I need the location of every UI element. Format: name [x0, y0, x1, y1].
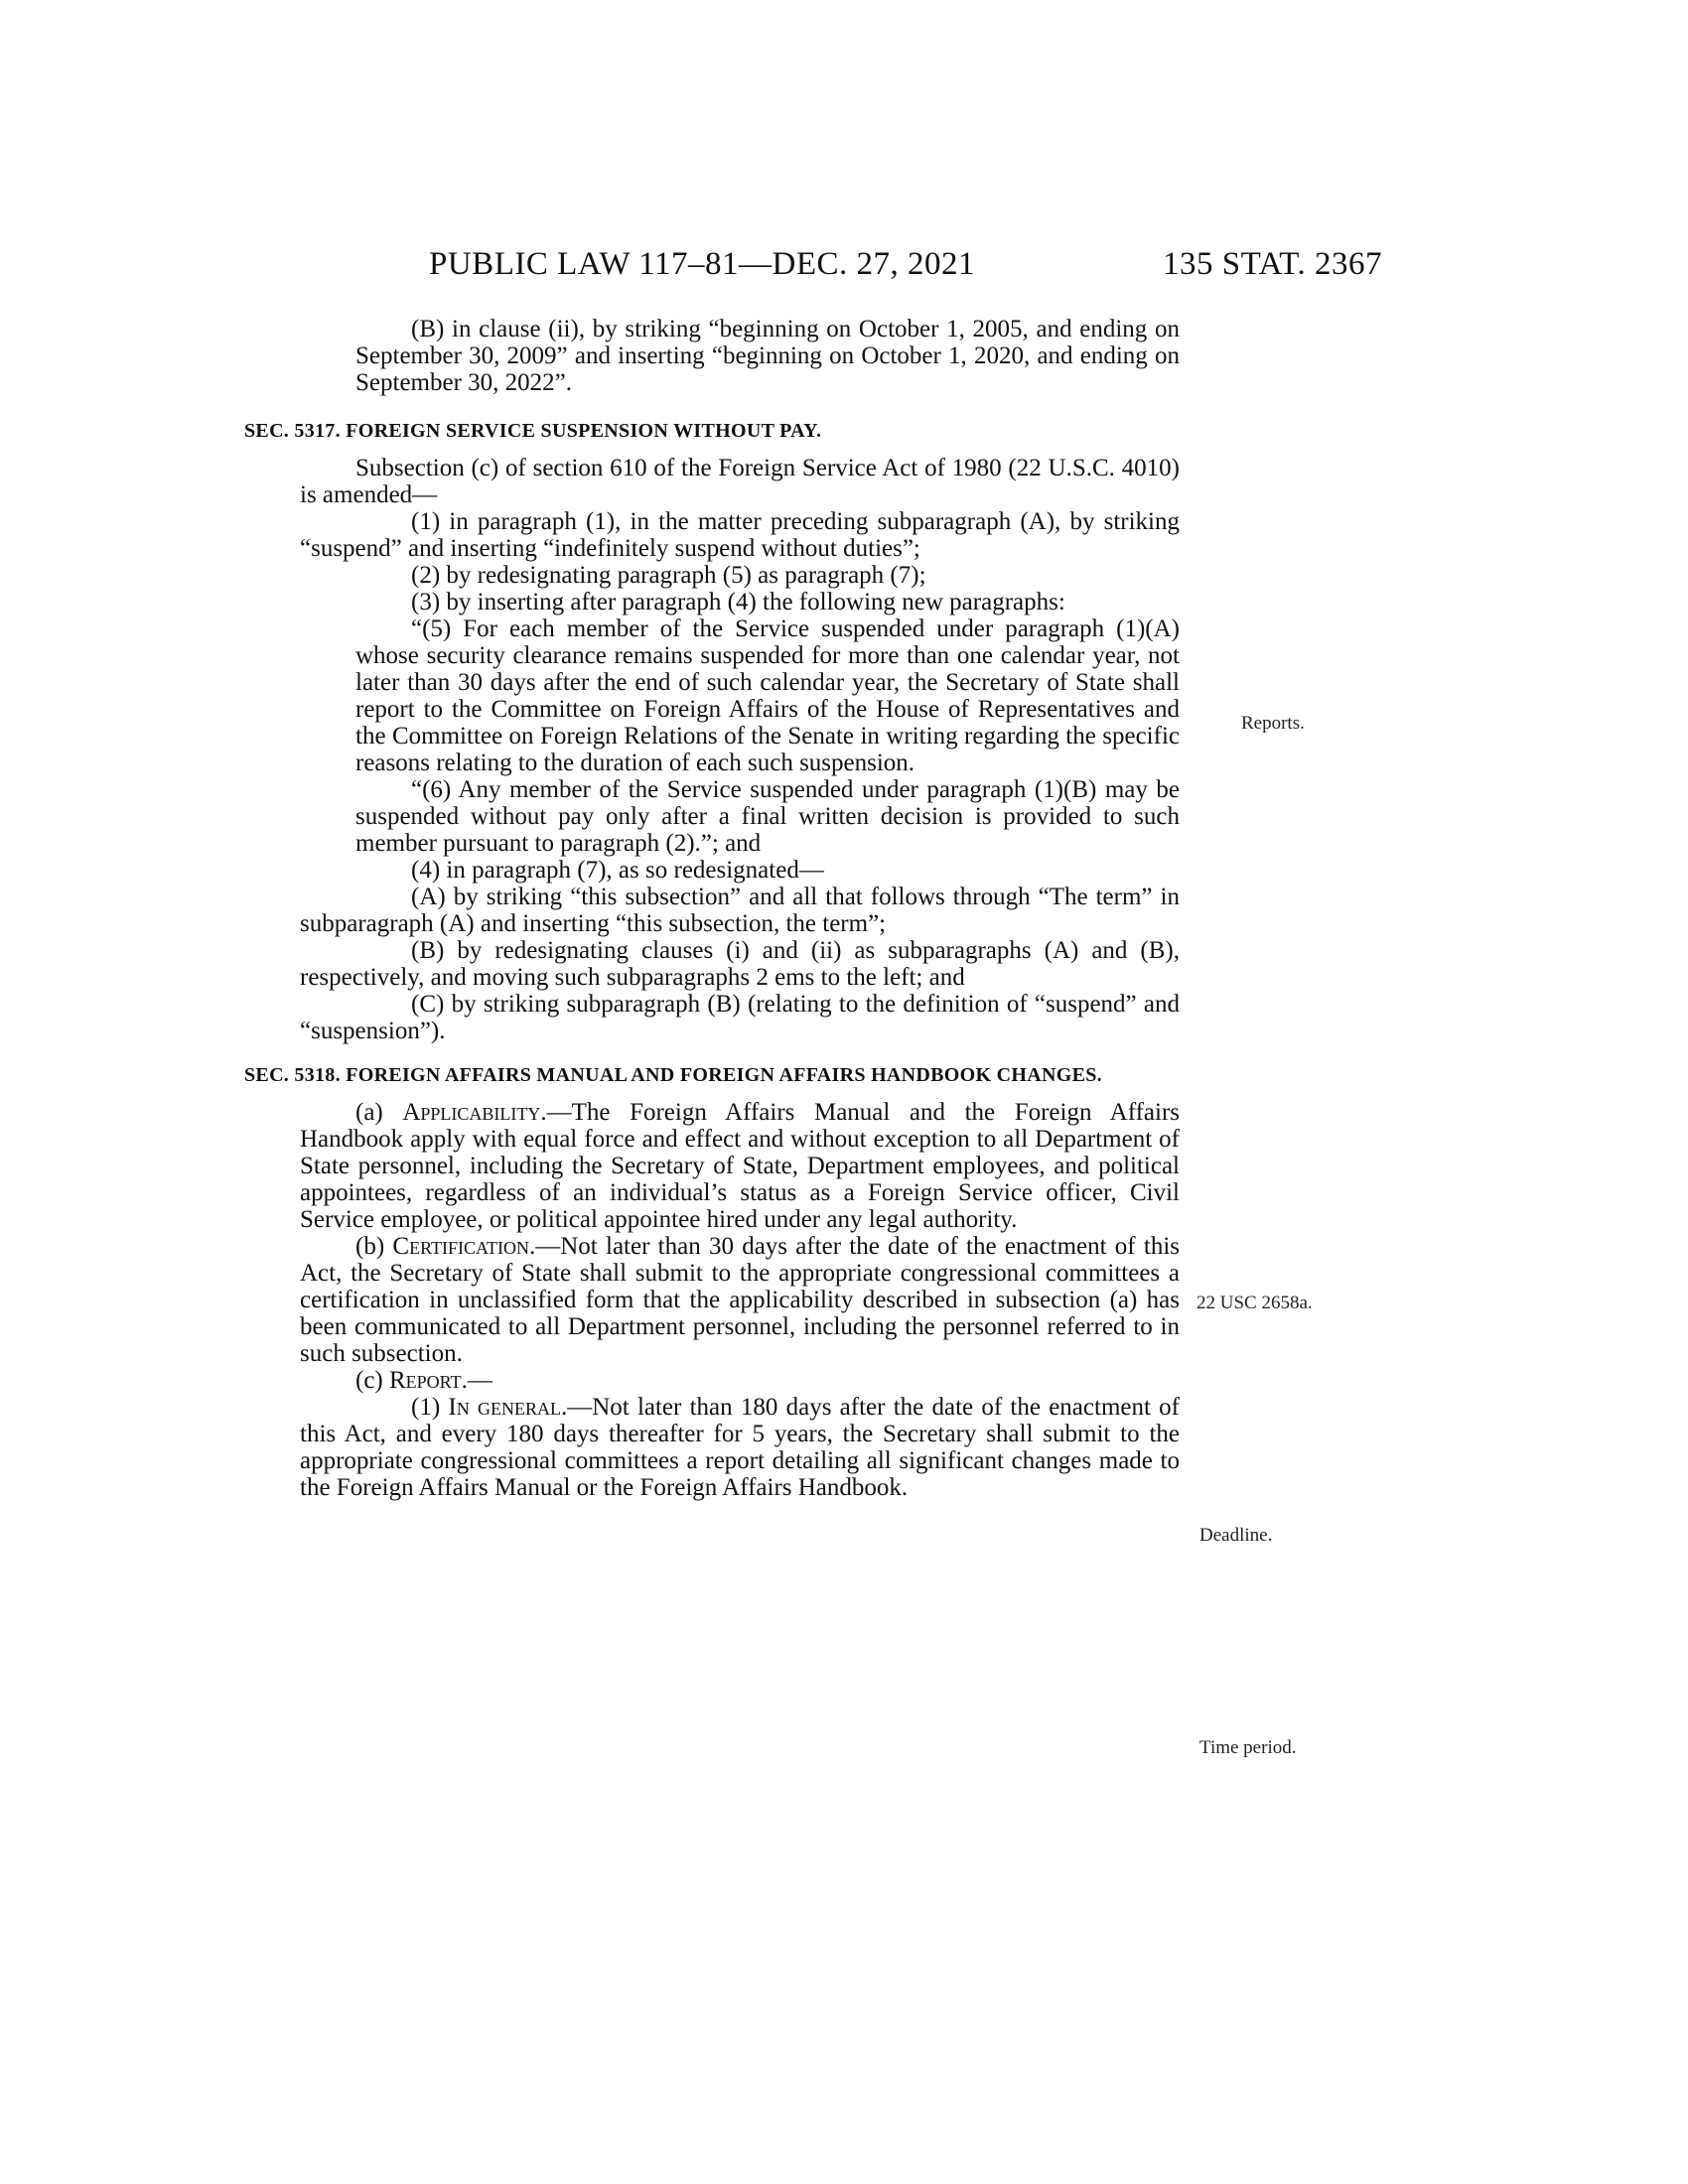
item-1-text: (1) in paragraph (1), in the matter preceding subparagraph (A), by striking “suspend” and inserting “indefinitely suspend without duties”; — [300, 508, 1180, 562]
subsection-c-caption: Report — [389, 1367, 462, 1394]
subsection-b-text: .—Not later than 30 days after the date of the enactment of this Act, the Secretary of State shall submit to the appropriate congressional committees a certification in unclassified form that the applicability described in subsection (a) has been communicated to all Department personnel, including the personnel referred to in such subsection. — [300, 1233, 1181, 1367]
item-4 — [300, 857, 1180, 884]
clause-b-text: (B) in clause (ii), by striking “beginning on October 1, 2005, and ending on September 30, 2009” and inserting “beginning on October 1, 2020, and ending on September 30, 2022”. — [355, 316, 1180, 396]
subsection-c-text: .— — [461, 1367, 492, 1394]
stat-page-number: 135 STAT. 2367 — [1162, 246, 1382, 282]
subsection-c-label: (c) — [355, 1367, 389, 1394]
margin-note-usc: 22 USC 2658a. — [1196, 1293, 1313, 1313]
section-5317-intro — [300, 455, 1180, 508]
quoted-paragraph-5-text: “(5) For each member of the Service suspended under paragraph (1)(A) whose security clearance remains suspended for more than one calendar year, not later than 30 days after the end of such calendar year, the Secretary of State shall report to the Committee on Foreign Affairs of the House of Representatives and the Committee on Foreign Relations of the Senate in writing regarding the specific reasons relating to the duration of each such suspension. — [355, 615, 1180, 776]
quoted-paragraph-5 — [300, 615, 1180, 776]
margin-note-time-period: Time period. — [1199, 1737, 1297, 1758]
quoted-paragraph-6 — [300, 776, 1180, 857]
subsection-a-caption: Applicability — [402, 1099, 541, 1126]
subsection-c — [300, 1367, 1180, 1394]
item-4b — [300, 937, 1180, 991]
page-header — [429, 246, 1382, 286]
section-5318-heading: SEC. 5318. FOREIGN AFFAIRS MANUAL AND FOREIGN AFFAIRS HANDBOOK CHANGES. — [244, 1064, 1102, 1086]
item-3 — [300, 589, 1180, 615]
item-3-text: (3) by inserting after paragraph (4) the following new paragraphs: — [411, 589, 1065, 615]
document-body — [244, 316, 1181, 1501]
item-4c — [300, 991, 1180, 1044]
subsection-c1-caption: In general — [448, 1394, 561, 1421]
item-1 — [300, 508, 1180, 562]
subsection-b — [300, 1233, 1180, 1367]
item-2-text: (2) by redesignating paragraph (5) as paragraph (7); — [411, 562, 926, 589]
law-title: PUBLIC LAW 117–81—DEC. 27, 2021 — [429, 246, 976, 282]
margin-note-deadline: Deadline. — [1199, 1525, 1273, 1546]
subsection-a-text: .—The Foreign Affairs Manual and the Foreign Affairs Handbook apply with equal force and effect and without exception to all Department of State personnel, including the Secretary of State, Department employees, and political appointees, regardless of an individual’s status as a Foreign Service officer, Civil Service employee, or political appointee hired under any legal authority. — [300, 1099, 1181, 1233]
item-4-text: (4) in paragraph (7), as so redesignated— — [411, 857, 824, 884]
item-4c-text: (C) by striking subparagraph (B) (relating to the definition of “suspend” and “suspension”). — [300, 991, 1180, 1044]
clause-b-paragraph — [300, 316, 1180, 396]
quoted-paragraph-6-text: “(6) Any member of the Service suspended under paragraph (1)(B) may be suspended without pay only after a final written decision is provided to such member pursuant to paragraph (2).”; and — [355, 776, 1180, 857]
item-4b-text: (B) by redesignating clauses (i) and (ii) as subparagraphs (A) and (B), respectively, and moving such subparagraphs 2 ems to the left; and — [300, 937, 1180, 991]
item-2 — [300, 562, 1180, 589]
subsection-c1 — [300, 1394, 1180, 1501]
section-5317-intro-text: Subsection (c) of section 610 of the Foreign Service Act of 1980 (22 U.S.C. 4010) is amended— — [300, 455, 1180, 508]
item-4a — [300, 884, 1180, 937]
subsection-a — [300, 1099, 1180, 1233]
subsection-b-caption: Certification — [392, 1233, 529, 1260]
subsection-c1-text: .—Not later than 180 days after the date of the enactment of this Act, and every 180 days thereafter for 5 years, the Secretary shall submit to the appropriate congressional committees a report detailing all significant changes made to the Foreign Affairs Manual or the Foreign Affairs Handbook. — [300, 1394, 1180, 1501]
subsection-a-label: (a) — [355, 1099, 403, 1126]
subsection-c1-label: (1) — [411, 1394, 449, 1421]
item-4a-text: (A) by striking “this subsection” and all that follows through “The term” in subparagraph (A) and inserting “this subsection, the term”; — [300, 884, 1180, 937]
subsection-b-label: (b) — [355, 1233, 393, 1260]
section-5317-heading: SEC. 5317. FOREIGN SERVICE SUSPENSION WITHOUT PAY. — [244, 420, 822, 442]
margin-note-reports: Reports. — [1241, 713, 1305, 734]
